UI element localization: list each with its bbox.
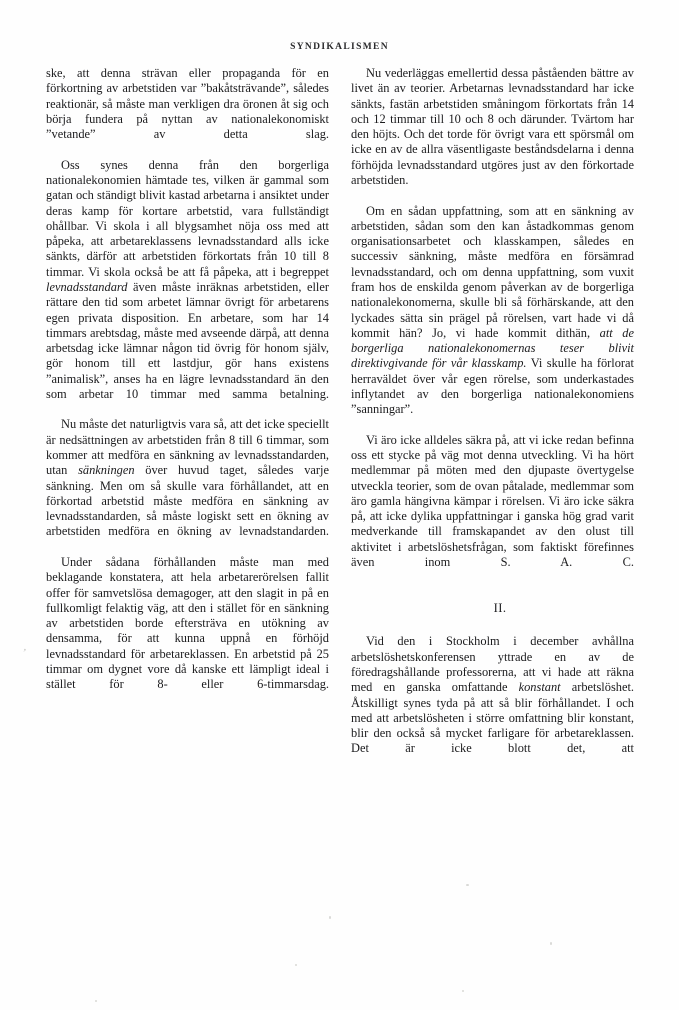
body-paragraph	[46, 417, 329, 555]
scan-speck	[466, 884, 469, 886]
scan-speck	[462, 990, 464, 992]
scan-speck	[550, 942, 552, 945]
body-text: arbetslöshet. Åtskilligt synes tyda på att så blir förhållandet. I och med att arbetslösheten i större omfattning blir konstant, blir den också så mycket farligare för arbetareklassen. Det är icke blott det, att	[351, 680, 634, 756]
scan-artifact-margin: ’	[20, 646, 28, 660]
body-paragraph	[46, 66, 329, 158]
body-paragraph	[46, 555, 329, 708]
body-text: Nu vederläggas emellertid dessa påståenden bättre av livet än av teorier. Arbetarnas levnadsstandard har icke sänkts, fastän arbetstiden småningom förkortats från 14 och 12 timmar till 10 och 8 och därunder. Tvärtom har den höjts. Och det torde för övrigt vara ett spörsmål om icke en av de allra väsentligaste beståndsdelarna i denna förhöjda levnadsstandard utgöres just av den förkortade arbetstiden.	[351, 66, 634, 187]
body-text: Vi äro icke alldeles säkra på, att vi icke redan befinna oss ett stycke på väg mot denna utveckling. Vi ha hört medlemmar på möten med den djupaste övertygelse utveckla teorier, som de ovan påtalade, medlemmar som äro gamla hängivna kämpar i rörelsen. Vi äro icke säkra på, att icke dylika uppfattningar i ganska hög grad varit medverkande till framskapandet av den olust till aktivitet i arbetslöshetsfrågan, som faktiskt förefinnes även inom S. A. C.	[351, 432, 634, 569]
body-text: Under sådana förhållanden måste man med beklagande konstatera, att hela arbetarerörelsen fallit offer för samvetslösa demagoger, att den slagit in på en fullkomligt felaktig väg, att den i stället för en sänkning av arbetstiden borde eftersträva en utökning av densamma, för att kunna uppnå en förhöjd levnadsstandard för arbetareklassen. En arbetstid på 25 timmar om dygnet vore då kanske ett lämpligt ideal i stället för 8- eller 6-timmarsdag.	[46, 555, 329, 692]
scan-speck	[329, 916, 331, 919]
body-text: Vi skulle ha förlorat herraväldet över vår egen rörelse, som underkastades inflytandet av den borgerliga nationalekonomiens ”sanningar”.	[351, 356, 634, 417]
body-text: Nu måste det naturligtvis vara så, att det icke speciellt är nedsättningen av arbetstiden från 8 till 6 timmar, som kommer att medföra en sänkning av levnadsstandarden, utan	[46, 417, 329, 478]
right-column	[351, 66, 634, 904]
emphasis-text: levnadsstandard	[46, 279, 128, 294]
section-heading	[351, 601, 634, 632]
body-paragraph	[351, 433, 634, 586]
left-column	[46, 66, 329, 904]
scan-speck	[295, 964, 297, 966]
body-text: II.	[493, 600, 507, 615]
emphasis-text: sänkningen	[78, 463, 135, 478]
body-text: även måste inräknas arbetstiden, eller rättare den tid som arbetet lämnar övrigt för arbetarens egen privata disposition. En arbetare, som har 14 timmars arebtsdag, måste med avseende därpå, att denna arbetsdag icke lämnar någon tid övrig för honom själv, gör honom till ett lastdjur, gör hans existens ”animalisk”, anses ha en lägre levnadsstandard än den som arbetar 10 timmar med samma betalning.	[46, 279, 329, 401]
emphasis-text: konstant	[518, 680, 561, 695]
body-paragraph	[46, 158, 329, 418]
body-text: Oss synes denna från den borgerliga nationalekonomien hämtade tes, vilken är gammal som gatan och ständigt blivit kastad arbetarna i ansiktet under deras kamp för kortare arbetstid, vara fullständigt ohållbar. Vi skola i all blygsamhet nöja oss med att påpeka, att arbetareklassens levnadsstandard alls icke sänkts, därför att arbetstiden förkortats från 10 till 8 timmar. Vi skola också be att få påpeka, att i begreppet	[46, 157, 329, 279]
body-paragraph	[351, 634, 634, 772]
emphasis-text: att de borgerliga nationalekonomernas teser blivit direktivgivande för vår klasskamp.	[351, 325, 634, 371]
scan-speck	[95, 1000, 97, 1002]
body-paragraph	[351, 204, 634, 433]
text-columns	[46, 66, 634, 904]
running-head: SYNDIKALISMEN	[290, 42, 389, 52]
body-text: ske, att denna strävan eller propaganda för en förkortning av arbetstiden var ”bakåtsträvande”, således reaktionär, så måste man verkligen dra öronen åt sig och börja fundera på nyttan av nationalekonomiskt ”vetande” av detta slag.	[46, 66, 329, 142]
body-text: Vid den i Stockholm i december avhållna arbetslöshetskonferensen yttrade en av de föredragshållande professorerna, att vi hade att räkna med en ganska omfattande	[351, 634, 634, 695]
body-text: Om en sådan uppfattning, som att en sänkning av arbetstiden, sådan som den kan åstadkommas genom organisationsarbetet och klasskampen, således en successiv sänkning, måste medföra en försämrad levnadsstandard, och om denna uppfattning, som vuxit fram hos de enskilda genom påverkan av de borgerliga nationalekonomerna, skulle bli så förhärskande, att den lyckades sätta sin prägel på rörelsen, vart hade vi då kommit hän? Jo, vi hade kommit dithän,	[351, 203, 634, 340]
body-paragraph	[351, 66, 634, 204]
body-text: över huvud taget, således varje sänkning. Men om så skulle vara förhållandet, att en förkortad arbetstid måste medföra en sänkning av levnadsstandarden, så måste logiskt sett en ökning av arbetstiden medföra en ökning av levnadstandarden.	[46, 463, 330, 539]
